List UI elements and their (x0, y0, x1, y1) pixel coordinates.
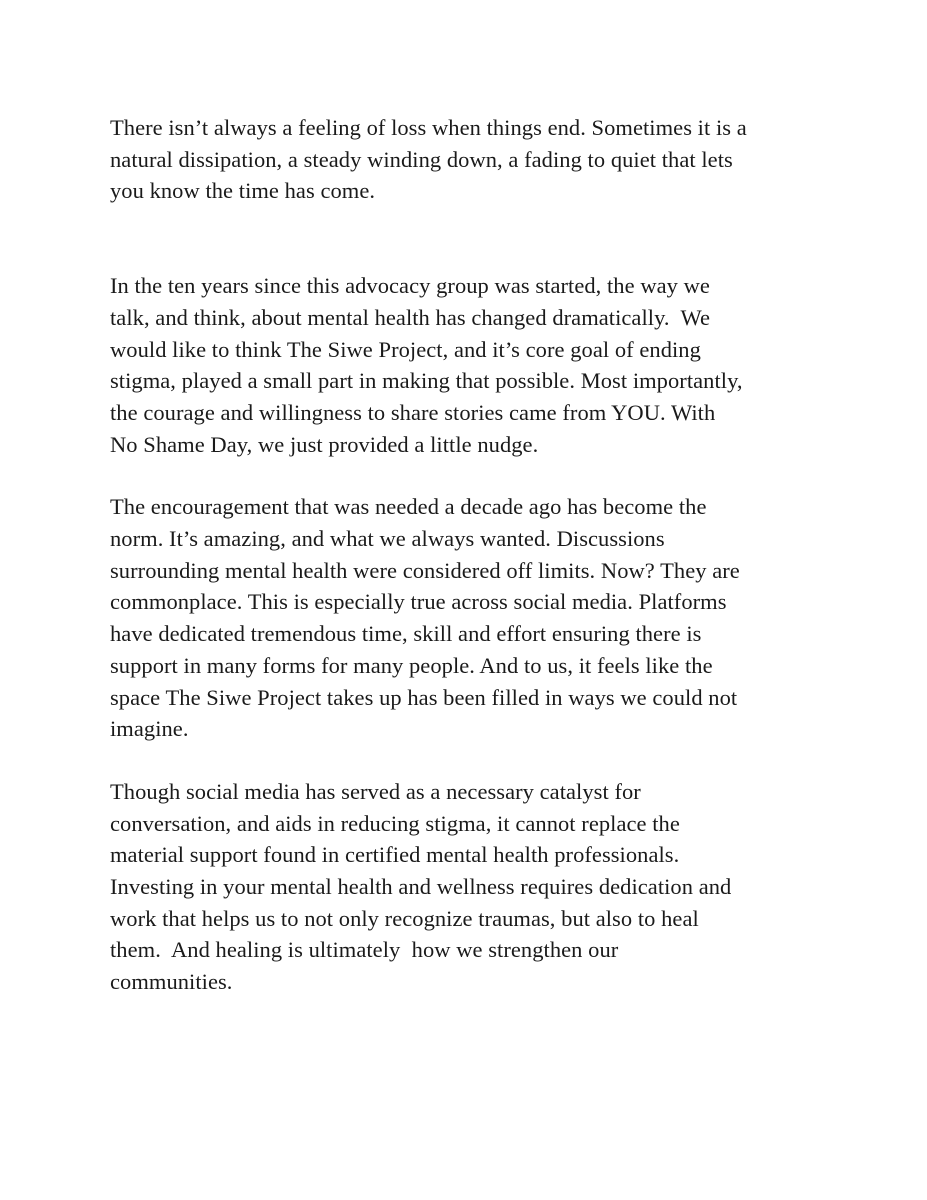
text-line: them. And healing is ultimately how we strengthen our (110, 937, 619, 963)
text-line: natural dissipation, a steady winding down, a fading to quiet that lets (110, 146, 733, 172)
text-line: talk, and think, about mental health has changed dramatically. We (110, 304, 711, 330)
text-line: norm. It’s amazing, and what we always wanted. Discussions (110, 526, 665, 552)
text-line: Though social media has served as a necessary catalyst for (110, 778, 641, 804)
text-line: would like to think The Siwe Project, and it’s core goal of ending (110, 336, 701, 362)
text-line: support in many forms for many people. And to us, it feels like the (110, 652, 713, 678)
text-line: material support found in certified mental health professionals. (110, 842, 680, 868)
text-line: work that helps us to not only recognize traumas, but also to heal (110, 905, 699, 931)
text-line: space The Siwe Project takes up has been filled in ways we could not (110, 684, 738, 710)
paragraph-history (110, 270, 830, 460)
text-line: have dedicated tremendous time, skill and effort ensuring there is (110, 621, 702, 647)
body-text (110, 112, 830, 998)
text-line: you know the time has come. (110, 178, 376, 204)
text-line: There isn’t always a feeling of loss when things end. Sometimes it is a (110, 115, 747, 140)
text-line: communities. (110, 969, 233, 995)
paragraph-intro (110, 112, 830, 207)
text-line: surrounding mental health were considered off limits. Now? They are (110, 557, 740, 583)
text-line: In the ten years since this advocacy group was started, the way we (110, 273, 710, 299)
paragraph-social-media (110, 776, 830, 998)
text-line: conversation, and aids in reducing stigma, it cannot replace the (110, 810, 680, 836)
text-line: imagine. (110, 716, 189, 742)
text-line: No Shame Day, we just provided a little nudge. (110, 431, 539, 457)
text-line: stigma, played a small part in making that possible. Most importantly, (110, 368, 743, 394)
text-line: the courage and willingness to share stories came from YOU. With (110, 399, 716, 425)
text-line: commonplace. This is especially true across social media. Platforms (110, 589, 727, 615)
paragraph-encouragement (110, 491, 830, 745)
text-line: Investing in your mental health and wellness requires dedication and (110, 874, 732, 900)
text-line: The encouragement that was needed a decade ago has become the (110, 494, 707, 520)
